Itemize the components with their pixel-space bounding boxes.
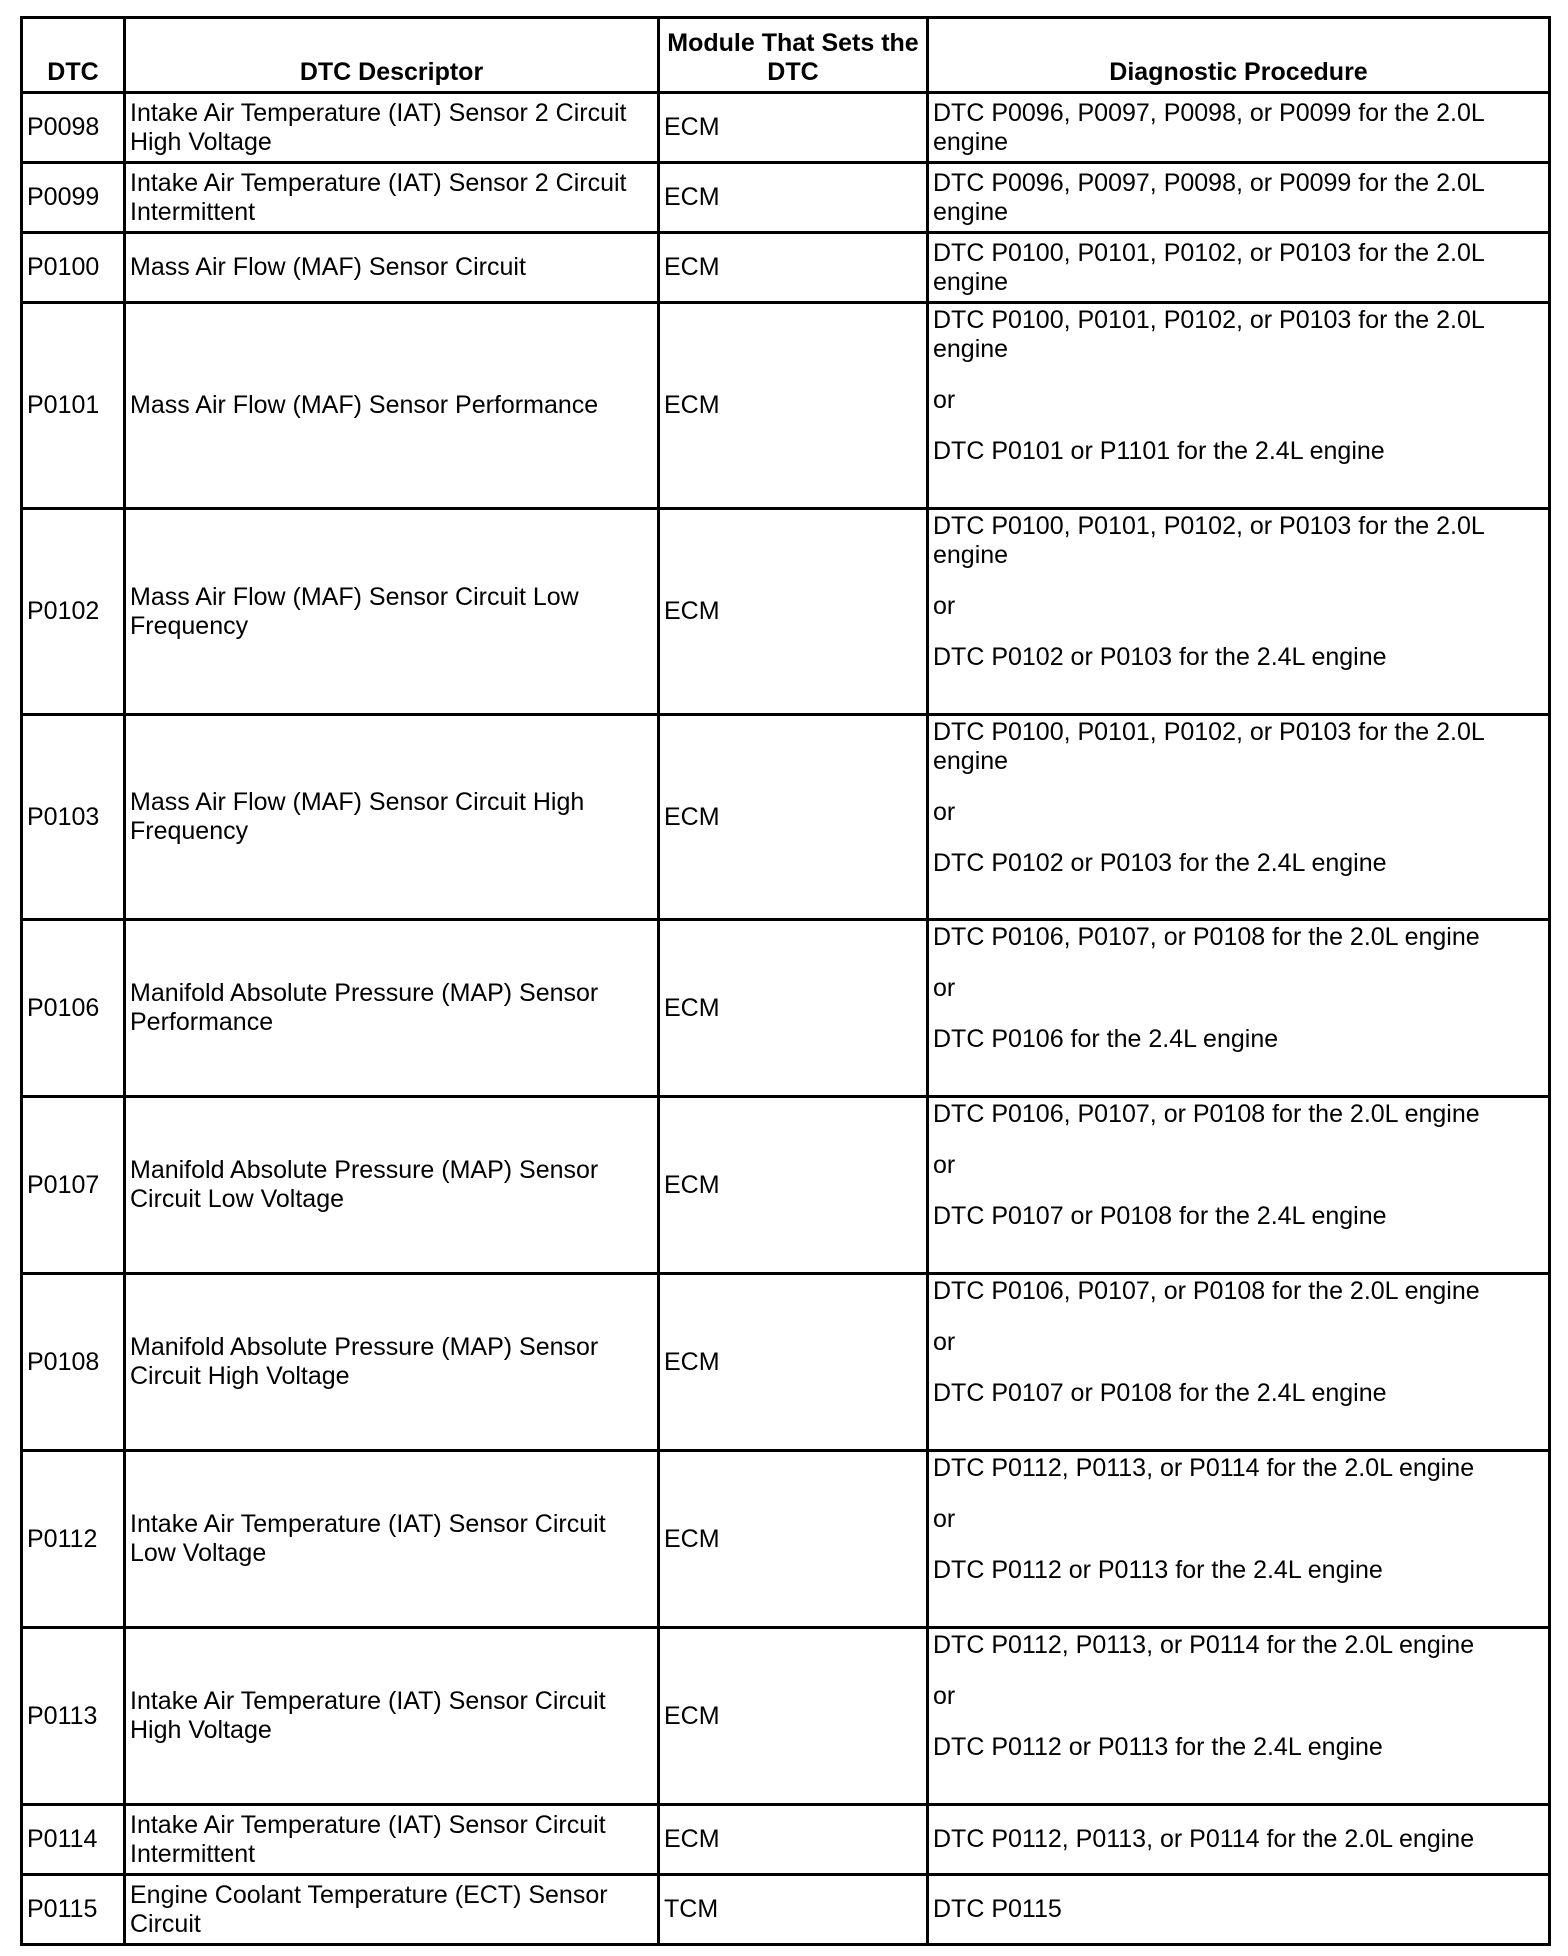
cell-dtc-code: P0113 (22, 1628, 125, 1805)
table-row (22, 163, 1550, 233)
procedure-link[interactable]: DTC P0100, P0101, P0102, or P0103 for the 2.0L engine (933, 512, 1491, 569)
table-row (22, 93, 1550, 163)
cell-module: ECM (659, 163, 928, 233)
procedure-link[interactable]: DTC P0102 or P0103 for the 2.4L engine (933, 643, 1387, 671)
dtc-table (20, 16, 1551, 1946)
procedure-link[interactable]: DTC P0096, P0097, P0098, or P0099 for the 2.0L engine (933, 168, 1484, 226)
cell-module: ECM (659, 1805, 928, 1875)
cell-module: ECM (659, 715, 928, 920)
cell-diagnostic-procedure (928, 920, 1550, 1097)
table-row (22, 1274, 1550, 1451)
procedure-link[interactable]: DTC P0106, P0107, or P0108 for the 2.0L engine (933, 923, 1480, 951)
cell-dtc-code: P0098 (22, 93, 125, 163)
cell-dtc-code: P0100 (22, 233, 125, 303)
header-procedure: Diagnostic Procedure (928, 18, 1550, 93)
procedure-link[interactable]: DTC P0107 or P0108 for the 2.4L engine (933, 1202, 1387, 1230)
procedure-link[interactable]: DTC P0112, P0113, or P0114 for the 2.0L engine (933, 1454, 1475, 1482)
cell-dtc-code: P0115 (22, 1875, 125, 1945)
table-row (22, 1097, 1550, 1274)
procedure-or-separator: or (933, 592, 956, 620)
procedure-link[interactable]: DTC P0101 or P1101 for the 2.4L engine (933, 437, 1385, 465)
cell-descriptor: Intake Air Temperature (IAT) Sensor Circuit Intermittent (125, 1805, 659, 1875)
header-row (22, 18, 1550, 93)
procedure-or-separator: or (933, 386, 956, 414)
cell-diagnostic-procedure (928, 1451, 1550, 1628)
procedure-link[interactable]: DTC P0112 or P0113 for the 2.4L engine (933, 1556, 1383, 1584)
cell-dtc-code: P0102 (22, 509, 125, 715)
procedure-or-separator: or (933, 1328, 956, 1356)
cell-dtc-code: P0108 (22, 1274, 125, 1451)
procedure-or-separator: or (933, 974, 956, 1002)
cell-diagnostic-procedure (928, 303, 1550, 509)
cell-module: ECM (659, 920, 928, 1097)
cell-descriptor: Mass Air Flow (MAF) Sensor Circuit (125, 233, 659, 303)
procedure-link[interactable]: DTC P0115 (933, 1895, 1062, 1923)
cell-diagnostic-procedure (928, 1097, 1550, 1274)
cell-module: ECM (659, 233, 928, 303)
cell-module: ECM (659, 93, 928, 163)
table-body (22, 93, 1550, 1945)
table-row (22, 1628, 1550, 1805)
cell-module: ECM (659, 303, 928, 509)
cell-diagnostic-procedure (928, 1875, 1550, 1945)
cell-descriptor: Mass Air Flow (MAF) Sensor Circuit High Frequency (125, 715, 659, 920)
cell-descriptor: Mass Air Flow (MAF) Sensor Performance (125, 303, 659, 509)
cell-diagnostic-procedure (928, 715, 1550, 920)
cell-diagnostic-procedure (928, 163, 1550, 233)
table-row (22, 303, 1550, 509)
procedure-link[interactable]: DTC P0112, P0113, or P0114 for the 2.0L engine (933, 1631, 1475, 1659)
cell-descriptor: Manifold Absolute Pressure (MAP) Sensor Circuit High Voltage (125, 1274, 659, 1451)
cell-module: ECM (659, 1097, 928, 1274)
cell-dtc-code: P0099 (22, 163, 125, 233)
cell-dtc-code: P0106 (22, 920, 125, 1097)
table-row (22, 1451, 1550, 1628)
table-row (22, 920, 1550, 1097)
table-row (22, 1875, 1550, 1945)
cell-dtc-code: P0114 (22, 1805, 125, 1875)
procedure-or-separator: or (933, 1151, 956, 1179)
table-row (22, 1805, 1550, 1875)
cell-descriptor: Intake Air Temperature (IAT) Sensor Circuit High Voltage (125, 1628, 659, 1805)
header-descriptor: DTC Descriptor (125, 18, 659, 93)
procedure-link[interactable]: DTC P0106, P0107, or P0108 for the 2.0L engine (933, 1100, 1480, 1128)
cell-dtc-code: P0101 (22, 303, 125, 509)
cell-module: ECM (659, 1628, 928, 1805)
cell-descriptor: Intake Air Temperature (IAT) Sensor 2 Circuit High Voltage (125, 93, 659, 163)
cell-diagnostic-procedure (928, 233, 1550, 303)
procedure-link[interactable]: DTC P0100, P0101, P0102, or P0103 for the 2.0L engine (933, 238, 1484, 296)
procedure-or-separator: or (933, 1505, 956, 1533)
cell-diagnostic-procedure (928, 1274, 1550, 1451)
table-row (22, 233, 1550, 303)
header-module: Module That Sets the DTC (659, 18, 928, 93)
header-dtc: DTC (22, 18, 125, 93)
cell-module: ECM (659, 1451, 928, 1628)
cell-module: TCM (659, 1875, 928, 1945)
procedure-link[interactable]: DTC P0100, P0101, P0102, or P0103 for the 2.0L engine (933, 306, 1491, 363)
cell-dtc-code: P0107 (22, 1097, 125, 1274)
cell-descriptor: Intake Air Temperature (IAT) Sensor Circuit Low Voltage (125, 1451, 659, 1628)
cell-descriptor: Engine Coolant Temperature (ECT) Sensor Circuit (125, 1875, 659, 1945)
cell-diagnostic-procedure (928, 1628, 1550, 1805)
cell-module: ECM (659, 1274, 928, 1451)
procedure-link[interactable]: DTC P0106 for the 2.4L engine (933, 1025, 1279, 1053)
cell-diagnostic-procedure (928, 93, 1550, 163)
cell-diagnostic-procedure (928, 1805, 1550, 1875)
procedure-or-separator: or (933, 798, 956, 826)
cell-descriptor: Mass Air Flow (MAF) Sensor Circuit Low Frequency (125, 509, 659, 715)
cell-diagnostic-procedure (928, 509, 1550, 715)
cell-module: ECM (659, 509, 928, 715)
procedure-link[interactable]: DTC P0102 or P0103 for the 2.4L engine (933, 849, 1387, 877)
procedure-link[interactable]: DTC P0096, P0097, P0098, or P0099 for the 2.0L engine (933, 98, 1484, 156)
cell-descriptor: Manifold Absolute Pressure (MAP) Sensor Performance (125, 920, 659, 1097)
procedure-link[interactable]: DTC P0112 or P0113 for the 2.4L engine (933, 1733, 1383, 1761)
table-row (22, 715, 1550, 920)
cell-descriptor: Manifold Absolute Pressure (MAP) Sensor Circuit Low Voltage (125, 1097, 659, 1274)
procedure-or-separator: or (933, 1682, 956, 1710)
procedure-link[interactable]: DTC P0100, P0101, P0102, or P0103 for the 2.0L engine (933, 718, 1491, 775)
cell-dtc-code: P0103 (22, 715, 125, 920)
cell-descriptor: Intake Air Temperature (IAT) Sensor 2 Circuit Intermittent (125, 163, 659, 233)
table-row (22, 509, 1550, 715)
procedure-link[interactable]: DTC P0112, P0113, or P0114 for the 2.0L engine (933, 1825, 1475, 1853)
procedure-link[interactable]: DTC P0107 or P0108 for the 2.4L engine (933, 1379, 1387, 1407)
cell-dtc-code: P0112 (22, 1451, 125, 1628)
procedure-link[interactable]: DTC P0106, P0107, or P0108 for the 2.0L engine (933, 1277, 1480, 1305)
